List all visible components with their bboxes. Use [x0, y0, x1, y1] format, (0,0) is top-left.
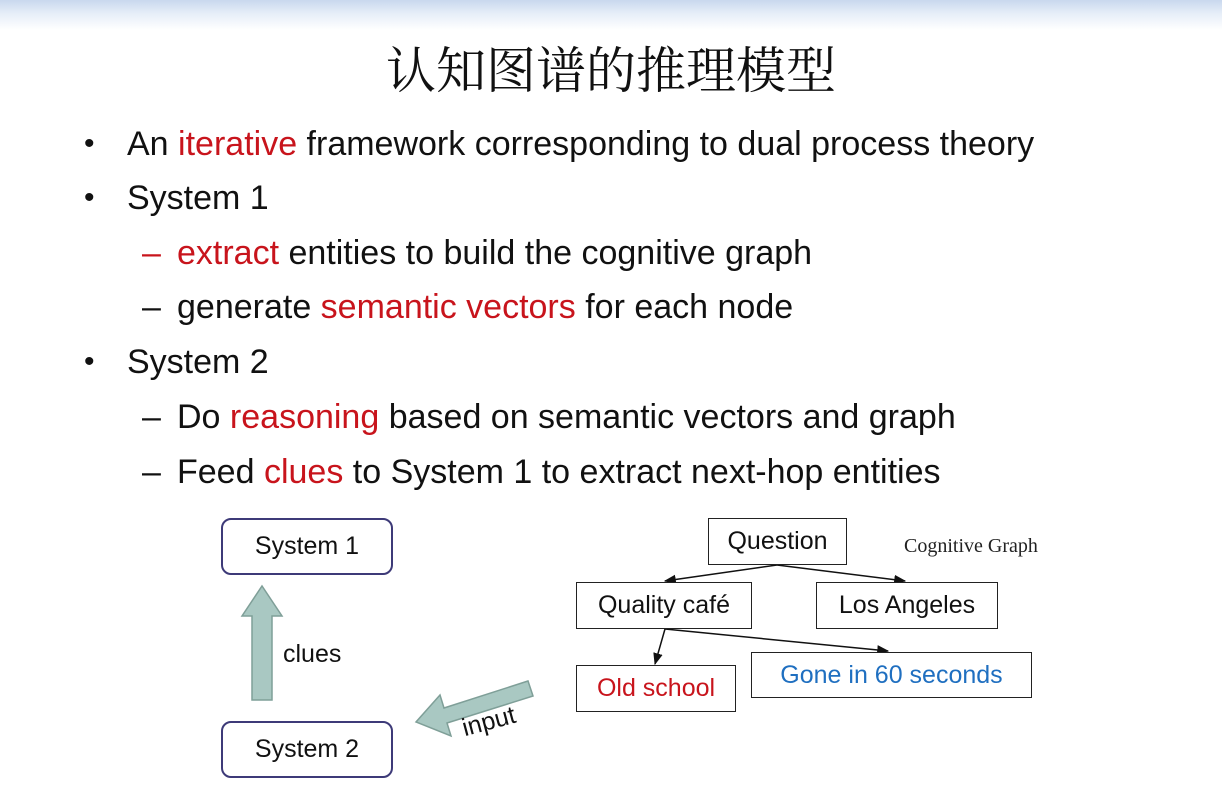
system2-box: System 2: [221, 721, 393, 778]
dash-marker: –: [142, 453, 161, 491]
bullet-highlight: extract: [177, 234, 280, 272]
slide-title: 认知图谱的推理模型: [386, 42, 836, 100]
bullet-text: framework corresponding to dual process theory: [297, 125, 1035, 163]
bullet-highlight: reasoning: [229, 398, 380, 436]
bullet-highlight: semantic vectors: [320, 288, 576, 326]
bullet-item-system2: System 2: [127, 343, 269, 381]
bullet-text: An: [127, 125, 179, 163]
clues-label: clues: [283, 640, 342, 668]
bullet-text: for each node: [575, 288, 794, 326]
bullet-marker: •: [84, 181, 95, 214]
bullet-highlight: iterative: [178, 125, 298, 163]
input-label: input: [459, 700, 519, 743]
dash-marker: –: [142, 234, 161, 272]
bullet-text: to System 1 to extract next-hop entities: [343, 453, 941, 491]
node-old-school: Old school: [576, 665, 736, 712]
node-los-angeles: Los Angeles: [816, 582, 998, 629]
edge-question-quality: [665, 565, 777, 581]
bullet-text: entities to build the cognitive graph: [279, 234, 813, 272]
bullet-text: generate: [177, 288, 321, 326]
edge-question-losangeles: [777, 565, 905, 581]
dash-marker: –: [142, 288, 161, 326]
bullet-text: Do: [177, 398, 230, 436]
node-question: Question: [708, 518, 847, 565]
clues-arrow: [242, 586, 282, 700]
node-quality-cafe: Quality café: [576, 582, 752, 629]
system1-box: System 1: [221, 518, 393, 575]
edge-quality-gone: [665, 629, 888, 651]
node-gone-in-60-seconds: Gone in 60 seconds: [751, 652, 1032, 698]
graph-title: Cognitive Graph: [904, 535, 1038, 557]
bullet-text: based on semantic vectors and graph: [379, 398, 956, 436]
bullet-marker: •: [84, 127, 95, 160]
bullet-text: Feed: [177, 453, 264, 491]
dash-marker: –: [142, 398, 161, 436]
bullet-item-system1: System 1: [127, 179, 269, 217]
edge-quality-oldschool: [655, 629, 665, 664]
bullet-marker: •: [84, 345, 95, 378]
bullet-highlight: clues: [263, 453, 344, 491]
